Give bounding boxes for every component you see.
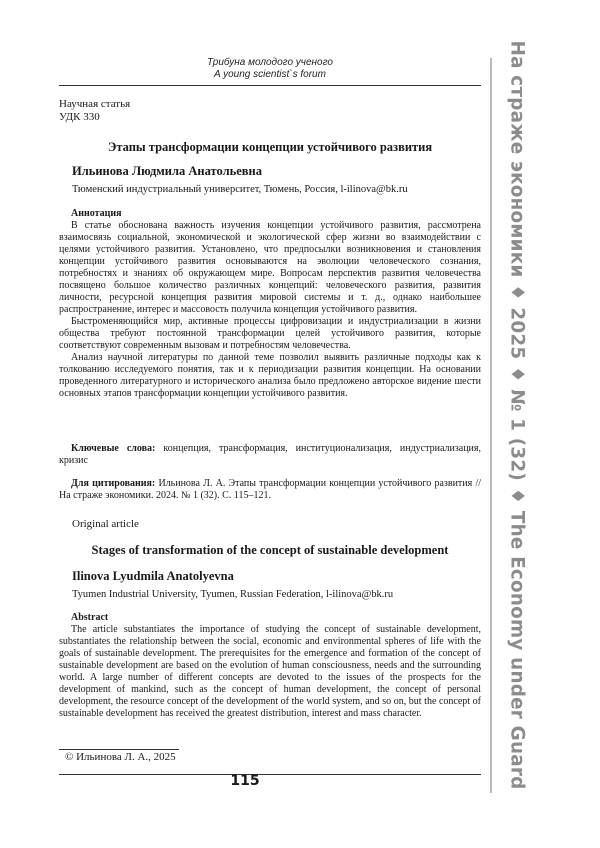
author-ru: Ильинова Людмила Анатольевна — [72, 165, 494, 177]
affiliation-en: Tyumen Industrial University, Tyumen, Russian Federation, l-ilinova@bk.ru — [72, 589, 494, 601]
udc-code: УДК 330 — [59, 111, 481, 124]
affiliation-ru: Тюменский индустриальный университет, Тюмень, Россия, l-ilinova@bk.ru — [72, 184, 494, 196]
side-journal-title-text: На страже экономики ♦ 2025 ♦ № 1 (32) ♦ The Economy under Guard — [507, 41, 528, 790]
author-en: Ilinova Lyudmila Anatolyevna — [72, 570, 494, 582]
abstract-heading-ru: Аннотация — [59, 208, 481, 220]
running-header — [59, 57, 481, 81]
article-title-ru: Этапы трансформации концепции устойчивого развития — [59, 140, 481, 155]
keywords-text-ru: концепция, трансформация, институционализация, индустриализация, кризис — [59, 443, 481, 466]
header-rule — [59, 85, 481, 86]
article-title-en: Stages of transformation of the concept of sustainable development — [59, 543, 481, 558]
abstract-en-paragraph-1: The article substantiates the importance of studying the concept of sustainable development, substantiates the relationship between the social, economic and environmental spheres of life with the goals of sustainable development. The prerequisites for the emergence and formation of the concept of sustainable development are based on the evolution of human consciousness, needs and the surrounding world. A large number of different concepts are devoted to the issues of the prospects for the development of mankind, such as the concept of human development, the concept of personal development, the resource concept of the development of the world system, and so on, but the concept of sustainable development has received the greatest distribution, interest and mass character. — [59, 624, 481, 720]
abstract-ru-paragraph-1: В статье обоснована важность изучения концепции устойчивого развития, рассмотрена взаимосвязь социальной, экономической и экологической сфер жизни во взаимодействии с целями устойчивого развития. Установлено, что предпосылки возникновения и становления концепции устойчивого развития основываются на эволюции человеческого сознания, потребностях и знаниях об окружающем мире. Вопросам перспектив развития человечества посвящено большое количество различных концепций: человеческого развития, развития личности, ресурсной концепция развития мировой системы и т. д., однако наибольшее распространение, интерес и массовость получила концепция устойчивого развития. — [59, 220, 481, 316]
copyright-notice: © Ильинова Л. А., 2025 — [65, 751, 176, 763]
abstract-en — [59, 612, 481, 720]
keywords-label-ru: Ключевые слова: — [71, 443, 155, 454]
citation-ru — [59, 478, 481, 502]
abstract-ru-paragraph-2: Быстроменяющийся мир, активные процессы цифровизации и индустриализации в жизни общества требуют постоянной трансформации целей устойчивого развития, которые соответствуют современным вызовам и потребностям человечества. — [59, 316, 481, 352]
citation-label-ru: Для цитирования: — [71, 478, 155, 489]
footnote-rule — [59, 749, 179, 750]
abstract-ru-paragraph-3: Анализ научной литературы по данной теме позволил выявить различные подходы как к толкованию исследуемого понятия, так и к периодизации развития концепции. На основании проведенного литературного и исторического анализа было предложено авторское видение шести основных этапов трансформации концепции устойчивого развития. — [59, 352, 481, 400]
footer-rule — [59, 774, 481, 775]
header-journal-section-ru: Трибуна молодого ученого — [59, 57, 481, 69]
header-journal-section-en: A young scientist`s forum — [59, 69, 481, 81]
article-type-en: Original article — [72, 518, 494, 531]
abstract-heading-en: Abstract — [59, 612, 481, 624]
citation-text-ru: Ильинова Л. А. Этапы трансформации концепции устойчивого развития // На страже экономики. 2024. № 1 (32). С. 115–121. — [59, 478, 481, 501]
article-type-ru: Научная статья — [59, 98, 481, 111]
keywords-ru — [59, 443, 481, 467]
abstract-ru — [59, 208, 481, 400]
page-number: 115 — [220, 773, 270, 789]
